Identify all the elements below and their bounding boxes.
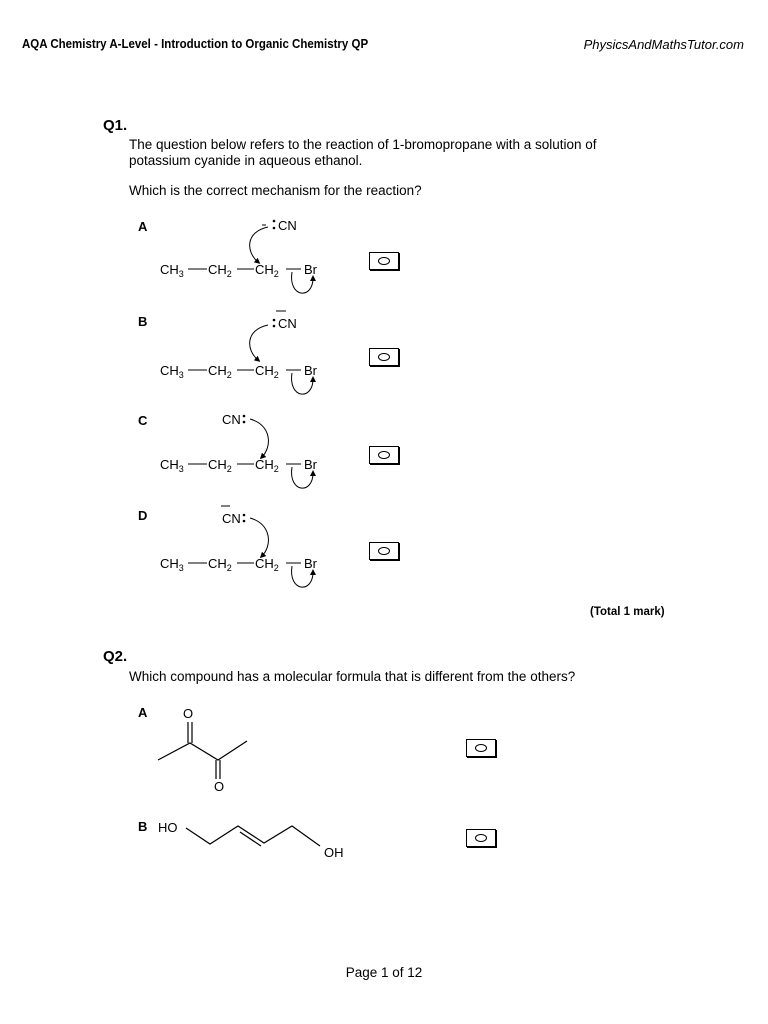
svg-text:CH3: $CH_3$	[160, 457, 184, 474]
q1-option-b	[0, 305, 768, 400]
q1-option-a-letter: A	[138, 219, 148, 234]
q2-option-b-structure	[150, 810, 360, 870]
q1-option-c-letter: C	[138, 413, 148, 428]
svg-text:CH2: $CH_2$	[255, 262, 279, 279]
page-number: Page 1 of 12	[345, 965, 423, 980]
q1-option-a	[0, 210, 768, 305]
svg-text:CH2: $CH_2$	[208, 363, 232, 380]
q2-option-b-answer-box[interactable]	[466, 829, 496, 847]
svg-text:CH3: $CH_3$	[160, 363, 184, 380]
q2-option-a-answer-box[interactable]	[466, 739, 496, 757]
nucleophile-label: CN	[222, 511, 241, 526]
svg-text:Br: Br	[304, 363, 317, 378]
question-1-text: Which is the correct mechanism for the reaction?	[129, 183, 422, 198]
q1-total-mark: (Total 1 mark)	[590, 606, 665, 618]
oxygen-atom-top: O	[183, 706, 194, 721]
hydroxyl-right: OH	[324, 845, 344, 860]
q1-option-c-answer-box[interactable]	[369, 446, 399, 464]
svg-text:Br: Br	[304, 262, 317, 277]
svg-text:CH2: $CH_2$	[255, 363, 279, 380]
document-title: AQA Chemistry A-Level - Introduction to Organic Chemistry QP	[22, 37, 369, 51]
q2-option-a	[0, 700, 768, 800]
q1-option-c	[0, 405, 768, 500]
svg-text:CH2: $CH_2$	[208, 556, 232, 573]
q1-option-d-letter: D	[138, 508, 148, 523]
question-1-intro-line-1: The question below refers to the reaction of 1-bromopropane with a solution of	[129, 137, 597, 152]
svg-text:CH2: $CH_2$	[255, 457, 279, 474]
q2-option-a-letter: A	[138, 705, 148, 720]
q1-option-c-mechanism	[150, 405, 350, 500]
q1-option-b-answer-box[interactable]	[369, 348, 399, 366]
nucleophile-label: CN	[278, 316, 297, 331]
q1-option-b-letter: B	[138, 314, 148, 329]
site-name: PhysicsAndMathsTutor.com	[583, 37, 744, 52]
q2-option-b	[0, 810, 768, 870]
hydroxyl-left: HO	[158, 820, 178, 835]
nucleophile-label: CN	[222, 412, 241, 427]
svg-text:Br: Br	[304, 556, 317, 571]
svg-text:CH2: $CH_2$	[208, 262, 232, 279]
svg-text:CH3: $CH_3$	[160, 556, 184, 573]
question-1-intro-line-2: potassium cyanide in aqueous ethanol.	[129, 153, 363, 168]
oxygen-atom-bottom: O	[214, 779, 225, 794]
q1-option-d-answer-box[interactable]	[369, 542, 399, 560]
q2-option-a-structure	[150, 700, 260, 800]
svg-text:CH2: $CH_2$	[255, 556, 279, 573]
q1-option-a-answer-box[interactable]	[369, 252, 399, 270]
question-1-number: Q1.	[103, 117, 128, 134]
q1-option-d	[0, 500, 768, 600]
svg-text:CH2: $CH_2$	[208, 457, 232, 474]
question-2-text: Which compound has a molecular formula that is different from the others?	[129, 669, 576, 684]
q1-option-b-mechanism	[150, 305, 350, 400]
q1-option-d-mechanism	[150, 500, 350, 600]
svg-text:CH3: $CH_3$	[160, 262, 184, 279]
q2-option-b-letter: B	[138, 819, 148, 834]
q1-option-a-mechanism	[150, 210, 350, 305]
nucleophile-label: CN	[278, 218, 297, 233]
svg-text:Br: Br	[304, 457, 317, 472]
question-2-number: Q2.	[103, 648, 128, 665]
